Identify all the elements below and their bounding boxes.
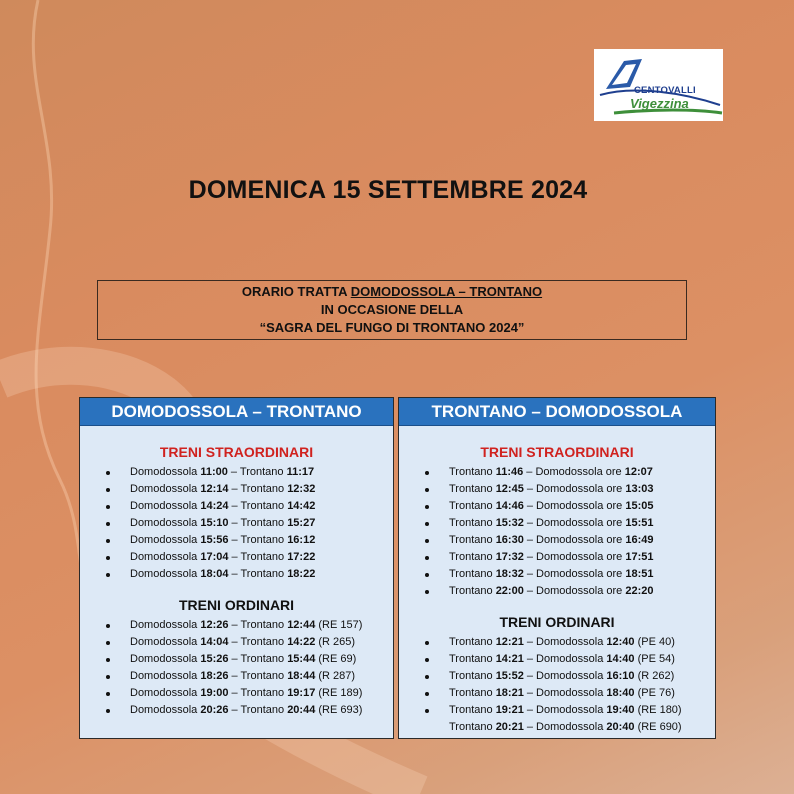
bullet-icon — [106, 522, 110, 526]
notice-line-1: ORARIO TRATTA DOMODOSSOLA – TRONTANO — [241, 284, 543, 299]
panel-trontano-domodossola — [398, 397, 716, 739]
departure-time: 12:14 — [200, 483, 229, 495]
arrival-time: 15:27 — [287, 517, 316, 529]
train-row — [106, 668, 393, 685]
train-number: (RE 157) — [315, 619, 363, 631]
bullet-icon — [425, 488, 429, 492]
arrival-time: 16:12 — [287, 534, 316, 546]
arrival-time: 14:22 — [287, 636, 316, 648]
arrival-station: – Domodossola — [523, 687, 607, 699]
arrival-station: – Domodossola ore — [523, 551, 626, 563]
bullet-icon — [106, 573, 110, 577]
regular-trains-title: TRENI ORDINARI — [499, 614, 615, 630]
arrival-time: 15:51 — [625, 517, 654, 529]
bullet-icon — [425, 658, 429, 662]
departure-time: 18:04 — [200, 568, 229, 580]
departure-station: Trontano — [449, 551, 496, 563]
panel-domodossola-trontano — [79, 397, 394, 739]
bullet-icon — [425, 505, 429, 509]
bullet-icon — [106, 658, 110, 662]
departure-station: Domodossola — [130, 653, 201, 665]
bullet-icon — [425, 539, 429, 543]
train-row — [425, 651, 715, 668]
bullet-icon — [425, 556, 429, 560]
arrival-station: – Trontano — [228, 568, 288, 580]
departure-time: 14:24 — [200, 500, 229, 512]
train-row — [106, 651, 393, 668]
departure-station: Domodossola — [130, 551, 201, 563]
arrival-time: 22:20 — [625, 585, 654, 597]
arrival-time: 20:40 — [606, 721, 635, 733]
arrival-station: – Trontano — [228, 500, 288, 512]
train-row — [106, 566, 393, 583]
extra-trains-list — [80, 464, 393, 583]
departure-station: Trontano — [449, 636, 496, 648]
arrival-time: 14:40 — [606, 653, 635, 665]
departure-station: Trontano — [449, 466, 496, 478]
notice-box — [97, 280, 687, 340]
train-number: (RE 69) — [315, 653, 357, 665]
arrival-time: 14:42 — [287, 500, 316, 512]
extra-trains-list — [399, 464, 715, 600]
train-row — [425, 634, 715, 651]
arrival-time: 17:51 — [625, 551, 654, 563]
bullet-icon — [425, 675, 429, 679]
train-number: (RE 180) — [634, 704, 682, 716]
arrival-station: – Trontano — [228, 517, 288, 529]
departure-station: Trontano — [449, 585, 496, 597]
train-row — [425, 464, 715, 481]
arrival-station: – Domodossola ore — [523, 568, 626, 580]
departure-time: 20:26 — [200, 704, 229, 716]
train-row — [106, 549, 393, 566]
train-row — [425, 668, 715, 685]
arrival-time: 17:22 — [287, 551, 316, 563]
train-number: (PE 54) — [634, 653, 675, 665]
extra-trains-title: TRENI STRAORDINARI — [480, 444, 634, 460]
bullet-icon — [425, 709, 429, 713]
departure-time: 18:21 — [495, 687, 524, 699]
departure-station: Domodossola — [130, 687, 201, 699]
departure-station: Trontano — [449, 704, 496, 716]
bullet-icon — [425, 573, 429, 577]
bullet-icon — [106, 624, 110, 628]
departure-station: Trontano — [449, 568, 496, 580]
arrival-station: – Domodossola ore — [523, 585, 626, 597]
train-number: (RE 690) — [634, 721, 682, 733]
train-number: (R 287) — [315, 670, 356, 682]
departure-time: 22:00 — [495, 585, 524, 597]
departure-station: Trontano — [449, 670, 496, 682]
departure-station: Domodossola — [130, 619, 201, 631]
arrival-station: – Domodossola — [523, 670, 607, 682]
departure-time: 14:21 — [495, 653, 524, 665]
arrival-time: 18:44 — [287, 670, 316, 682]
departure-station: Trontano — [449, 721, 496, 733]
bullet-icon — [106, 471, 110, 475]
centovalli-vigezzina-logo — [594, 49, 723, 121]
train-row — [425, 702, 715, 719]
departure-time: 14:04 — [200, 636, 229, 648]
departure-time: 20:21 — [495, 721, 524, 733]
arrival-station: – Domodossola ore — [523, 517, 626, 529]
train-number: (PE 40) — [634, 636, 675, 648]
train-row — [425, 719, 715, 736]
bullet-icon — [106, 641, 110, 645]
regular-trains-list — [80, 617, 393, 719]
departure-time: 19:00 — [200, 687, 229, 699]
bullet-icon — [106, 692, 110, 696]
train-row — [106, 481, 393, 498]
extra-trains-title: TRENI STRAORDINARI — [159, 444, 314, 460]
bullet-icon — [106, 488, 110, 492]
train-row — [425, 549, 715, 566]
departure-time: 15:52 — [495, 670, 524, 682]
notice-line-3: “SAGRA DEL FUNGO DI TRONTANO 2024” — [259, 320, 525, 335]
arrival-time: 12:32 — [287, 483, 316, 495]
train-number: (R 265) — [315, 636, 356, 648]
train-row — [425, 532, 715, 549]
departure-station: Domodossola — [130, 500, 201, 512]
train-number: (RE 189) — [315, 687, 363, 699]
train-row — [106, 498, 393, 515]
departure-time: 11:46 — [495, 466, 524, 478]
logo-text-centovalli: CENTOVALLI — [634, 85, 696, 96]
departure-time: 15:32 — [495, 517, 524, 529]
departure-time: 18:26 — [200, 670, 229, 682]
train-row — [106, 685, 393, 702]
arrival-station: – Trontano — [228, 619, 288, 631]
train-row — [425, 498, 715, 515]
bullet-icon — [425, 471, 429, 475]
bullet-icon — [106, 675, 110, 679]
train-row — [425, 685, 715, 702]
arrival-time: 20:44 — [287, 704, 316, 716]
train-row — [106, 515, 393, 532]
arrival-time: 16:10 — [606, 670, 635, 682]
train-row — [106, 634, 393, 651]
bullet-icon — [425, 522, 429, 526]
departure-station: Trontano — [449, 653, 496, 665]
arrival-station: – Trontano — [227, 466, 287, 478]
departure-time: 12:26 — [200, 619, 229, 631]
arrival-time: 19:40 — [606, 704, 635, 716]
arrival-station: – Trontano — [228, 653, 288, 665]
departure-station: Domodossola — [130, 568, 201, 580]
departure-time: 12:21 — [495, 636, 524, 648]
departure-station: Trontano — [449, 517, 496, 529]
departure-time: 15:26 — [200, 653, 229, 665]
arrival-time: 12:40 — [606, 636, 635, 648]
regular-trains-title: TRENI ORDINARI — [178, 597, 295, 613]
arrival-station: – Trontano — [228, 636, 288, 648]
bullet-icon — [106, 505, 110, 509]
arrival-station: – Domodossola — [523, 653, 607, 665]
departure-time: 19:21 — [495, 704, 524, 716]
arrival-time: 19:17 — [287, 687, 316, 699]
arrival-time: 15:05 — [625, 500, 654, 512]
arrival-time: 12:07 — [624, 466, 653, 478]
regular-trains-list — [399, 634, 715, 736]
train-number: (PE 76) — [634, 687, 675, 699]
bullet-icon — [425, 692, 429, 696]
train-number: (RE 693) — [315, 704, 363, 716]
train-row — [425, 583, 715, 600]
departure-time: 16:30 — [495, 534, 524, 546]
departure-station: Trontano — [449, 500, 496, 512]
train-row — [106, 464, 393, 481]
arrival-station: – Trontano — [228, 534, 288, 546]
train-row — [425, 481, 715, 498]
arrival-time: 12:44 — [287, 619, 316, 631]
arrival-station: – Domodossola — [523, 636, 607, 648]
departure-station: Domodossola — [130, 483, 201, 495]
panel-header: TRONTANO – DOMODOSSOLA — [399, 398, 715, 426]
logo-text-vigezzina: Vigezzina — [630, 96, 689, 111]
departure-station: Domodossola — [130, 534, 201, 546]
arrival-station: – Domodossola ore — [523, 500, 626, 512]
arrival-time: 11:17 — [286, 466, 315, 478]
departure-station: Domodossola — [130, 704, 201, 716]
train-number: (R 262) — [634, 670, 675, 682]
notice-line-2: IN OCCASIONE DELLA — [320, 302, 464, 317]
arrival-station: – Trontano — [228, 551, 288, 563]
departure-time: 11:00 — [200, 466, 228, 478]
departure-station: Trontano — [449, 687, 496, 699]
arrival-station: – Trontano — [228, 687, 288, 699]
arrival-time: 18:51 — [625, 568, 654, 580]
departure-time: 17:04 — [200, 551, 229, 563]
departure-time: 15:10 — [200, 517, 229, 529]
departure-station: Domodossola — [130, 466, 201, 478]
arrival-time: 16:49 — [625, 534, 654, 546]
departure-time: 17:32 — [495, 551, 524, 563]
arrival-time: 15:44 — [287, 653, 316, 665]
arrival-station: – Trontano — [228, 483, 288, 495]
arrival-time: 13:03 — [625, 483, 654, 495]
train-row — [106, 532, 393, 549]
train-row — [106, 702, 393, 719]
panel-header: DOMODOSSOLA – TRONTANO — [80, 398, 393, 426]
page-title: DOMENICA 15 SETTEMBRE 2024 — [188, 176, 588, 204]
bullet-icon — [106, 556, 110, 560]
arrival-station: – Trontano — [228, 704, 288, 716]
arrival-station: – Domodossola — [523, 721, 607, 733]
departure-time: 14:46 — [495, 500, 524, 512]
train-row — [425, 515, 715, 532]
bullet-icon — [425, 641, 429, 645]
arrival-station: – Trontano — [228, 670, 288, 682]
bullet-icon — [106, 709, 110, 713]
arrival-station: – Domodossola ore — [523, 466, 625, 478]
arrival-time: 18:22 — [287, 568, 316, 580]
bullet-icon — [106, 539, 110, 543]
departure-station: Domodossola — [130, 670, 201, 682]
departure-time: 15:56 — [200, 534, 229, 546]
bullet-icon — [425, 590, 429, 594]
departure-station: Trontano — [449, 534, 496, 546]
arrival-time: 18:40 — [606, 687, 635, 699]
departure-time: 12:45 — [495, 483, 524, 495]
arrival-station: – Domodossola ore — [523, 483, 626, 495]
arrival-station: – Domodossola ore — [523, 534, 626, 546]
departure-station: Domodossola — [130, 636, 201, 648]
arrival-station: – Domodossola — [523, 704, 607, 716]
train-row — [425, 566, 715, 583]
departure-station: Domodossola — [130, 517, 201, 529]
departure-time: 18:32 — [495, 568, 524, 580]
train-row — [106, 617, 393, 634]
departure-station: Trontano — [449, 483, 496, 495]
